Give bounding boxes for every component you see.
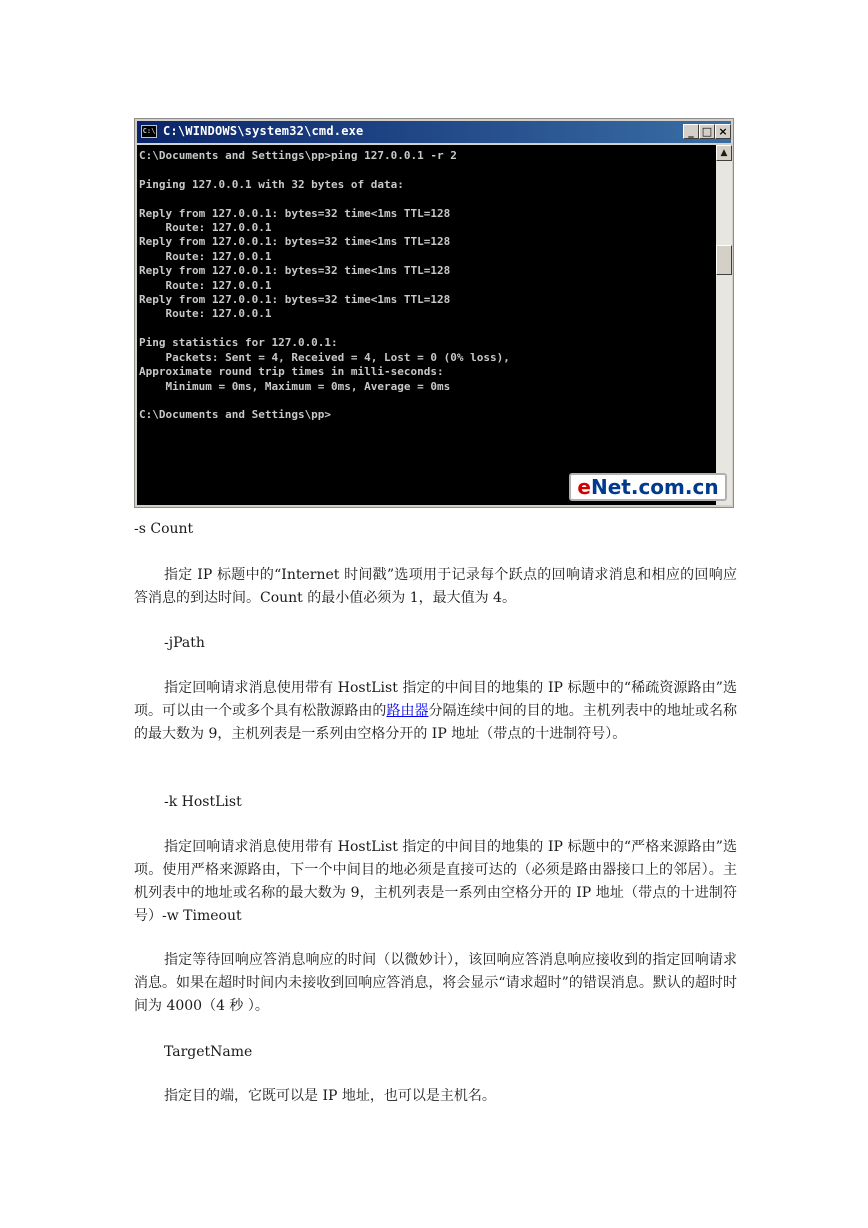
s-count-label: -s Count bbox=[134, 521, 194, 537]
target-name-label: TargetName bbox=[164, 1044, 253, 1060]
scroll-up-arrow-icon[interactable]: ▲ bbox=[716, 145, 732, 161]
cmd-icon: C:\ bbox=[141, 125, 157, 138]
j-path-desc-after: 分隔连续中间的目的地。主机列表中的地址或名称的最大数为 9，主机列表是一系列由空格分开的 IP 地址（带点的十进制符号）。 bbox=[134, 703, 738, 742]
watermark-prefix: e bbox=[577, 475, 591, 499]
k-hostlist-description: 指定回响请求消息使用带有 HostList 指定的中间目的地集的 IP 标题中的“严格来源路由”选项。使用严格来源路由，下一个中间目的地必须是直接可达的（必须是路由器接口上的邻居）。主机列表中的地址或名称的最大数为 9，主机列表是一系列由空格分开的 IP 地址（带点的十进制符号）-w Timeout bbox=[134, 839, 737, 924]
console-text: C:\Documents and Settings\pp>ping 127.0.0.1 -r 2 Pinging 127.0.0.1 with 32 bytes of data: Reply from 127.0.0.1: bytes=32 time<1ms TTL=128 Route: 127.0.0.1 Reply from 127.0.0.1: bytes=32 time<1ms TTL=128 Route: 127.0.0.1 Reply from 127.0.0.1: bytes=32 time<1ms TTL=128 Route: 127.0.0.1 Reply from 127.0.0.1: bytes=32 time<1ms TTL=128 Route: 127.0.0.1 Ping statistics for 127.0.0.1: Packets: Sent = 4, Received = 4, Lost = 0 (0% loss), Approximate round trip times in milli-seconds: Minimum = 0ms, Maximum = 0ms, Average = 0ms C:\Documents and Settings\pp> bbox=[139, 149, 510, 422]
vertical-scrollbar[interactable] bbox=[716, 145, 732, 505]
target-name-description: 指定目的端，它既可以是 IP 地址，也可以是主机名。 bbox=[164, 1088, 496, 1104]
cmd-window-title: C:\WINDOWS\system32\cmd.exe bbox=[163, 124, 364, 138]
router-link[interactable]: 路由器 bbox=[386, 703, 429, 719]
cmd-window-screenshot bbox=[134, 118, 734, 508]
console-output bbox=[137, 145, 716, 505]
k-hostlist-label: -k HostList bbox=[164, 794, 242, 810]
j-path-desc-before: 指定回响请求消息使用带有 HostList 指定的中间目的地集的 IP 标题中的“稀疏资源路由”选项。可以由一个或多个具有松散源路由的 bbox=[134, 680, 737, 719]
watermark-rest: Net.com.cn bbox=[590, 475, 719, 499]
close-button[interactable]: × bbox=[715, 124, 731, 139]
s-count-description: 指定 IP 标题中的“Internet 时间戳”选项用于记录每个跃点的回响请求消息和相应的回响应答消息的到达时间。Count 的最小值必须为 1，最大值为 4。 bbox=[134, 567, 737, 606]
w-timeout-description: 指定等待回响应答消息响应的时间（以微妙计），该回响应答消息响应接收到的指定回响请求消息。如果在超时时间内未接收到回响应答消息，将会显示“请求超时”的错误消息。默认的超时时间为 4000（4 秒 ）。 bbox=[134, 952, 737, 1014]
minimize-button[interactable]: _ bbox=[683, 124, 699, 139]
cmd-title-bar bbox=[137, 121, 731, 143]
maximize-button[interactable]: □ bbox=[699, 124, 715, 139]
scroll-thumb[interactable] bbox=[716, 245, 732, 275]
j-path-description bbox=[134, 677, 737, 746]
enet-watermark-logo bbox=[569, 473, 727, 501]
j-path-label: -jPath bbox=[164, 635, 205, 651]
